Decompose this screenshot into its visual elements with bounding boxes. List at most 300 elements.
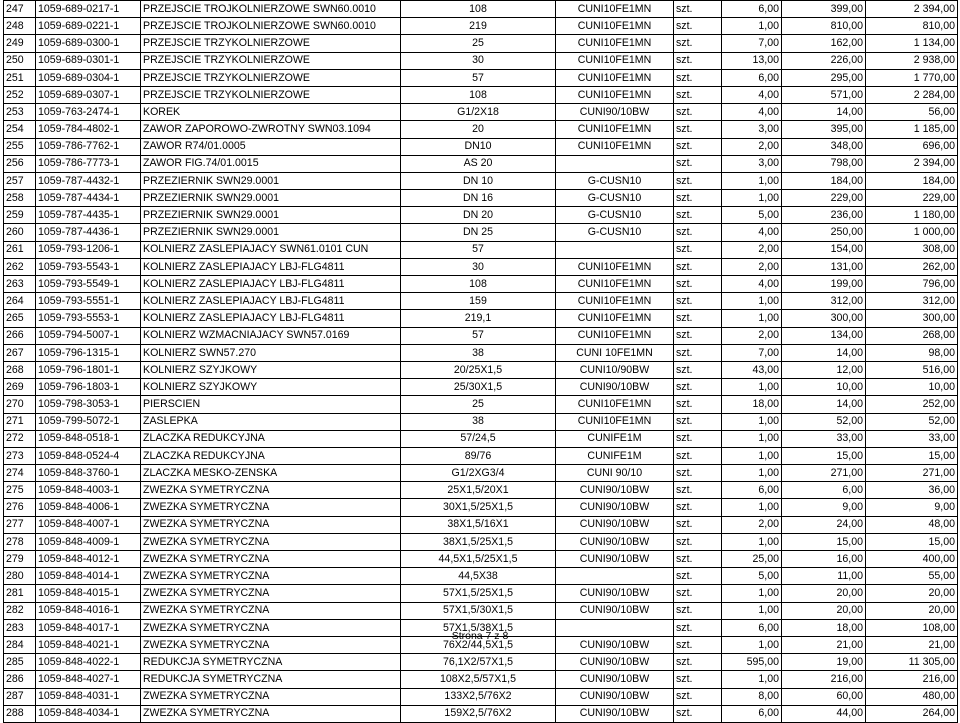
- item-unit: szt.: [674, 413, 722, 430]
- item-quantity: 25,00: [722, 551, 782, 568]
- item-total: 268,00: [866, 327, 958, 344]
- item-material: CUNI90/10BW: [556, 533, 674, 550]
- item-material: CUNI90/10BW: [556, 482, 674, 499]
- row-number: 255: [4, 138, 36, 155]
- item-dimension: 38: [401, 344, 556, 361]
- item-material: CUNI10FE1MN: [556, 413, 674, 430]
- table-row: [4, 52, 958, 69]
- item-unit: szt.: [674, 138, 722, 155]
- item-code: 1059-848-0524-4: [36, 447, 141, 464]
- item-description: KOLNIERZ SZYJKOWY: [141, 379, 401, 396]
- item-quantity: 2,00: [722, 516, 782, 533]
- item-quantity: 2,00: [722, 327, 782, 344]
- item-material: CUNI10FE1MN: [556, 258, 674, 275]
- item-dimension: 38X1,5/16X1: [401, 516, 556, 533]
- item-unit-price: 571,00: [782, 86, 866, 103]
- item-code: 1059-848-4021-1: [36, 636, 141, 653]
- item-code: 1059-787-4434-1: [36, 190, 141, 207]
- item-material: CUNI90/10BW: [556, 636, 674, 653]
- item-unit: szt.: [674, 602, 722, 619]
- item-unit: szt.: [674, 310, 722, 327]
- table-body: [4, 1, 958, 723]
- item-description: KOLNIERZ ZASLEPIAJACY SWN61.0101 CUN: [141, 241, 401, 258]
- table-row: [4, 413, 958, 430]
- item-dimension: 57: [401, 241, 556, 258]
- table-row: [4, 224, 958, 241]
- item-unit: szt.: [674, 190, 722, 207]
- item-unit: szt.: [674, 258, 722, 275]
- table-row: [4, 361, 958, 378]
- item-unit-price: 134,00: [782, 327, 866, 344]
- item-description: ZWEZKA SYMETRYCZNA: [141, 619, 401, 636]
- table-row: [4, 379, 958, 396]
- row-number: 262: [4, 258, 36, 275]
- item-material: CUNIFE1M: [556, 430, 674, 447]
- item-unit-price: 229,00: [782, 190, 866, 207]
- item-quantity: 13,00: [722, 52, 782, 69]
- row-number: 280: [4, 568, 36, 585]
- item-description: ZWEZKA SYMETRYCZNA: [141, 551, 401, 568]
- table-row: [4, 465, 958, 482]
- item-total: 9,00: [866, 499, 958, 516]
- item-quantity: 5,00: [722, 568, 782, 585]
- item-material: CUNI90/10BW: [556, 671, 674, 688]
- item-material: CUNI10/90BW: [556, 361, 674, 378]
- item-dimension: 25: [401, 35, 556, 52]
- item-unit: szt.: [674, 224, 722, 241]
- item-code: 1059-787-4435-1: [36, 207, 141, 224]
- item-description: ZAWOR FIG.74/01.0015: [141, 155, 401, 172]
- row-number: 261: [4, 241, 36, 258]
- table-row: [4, 69, 958, 86]
- item-quantity: 1,00: [722, 190, 782, 207]
- item-unit-price: 810,00: [782, 18, 866, 35]
- item-material: CUNI90/10BW: [556, 104, 674, 121]
- item-description: ZLACZKA MESKO-ZENSKA: [141, 465, 401, 482]
- item-code: 1059-796-1801-1: [36, 361, 141, 378]
- item-unit: szt.: [674, 293, 722, 310]
- item-total: 400,00: [866, 551, 958, 568]
- table-row: [4, 344, 958, 361]
- row-number: 258: [4, 190, 36, 207]
- item-total: 516,00: [866, 361, 958, 378]
- item-total: 2 394,00: [866, 1, 958, 18]
- item-quantity: 5,00: [722, 207, 782, 224]
- row-number: 273: [4, 447, 36, 464]
- row-number: 279: [4, 551, 36, 568]
- item-quantity: 1,00: [722, 413, 782, 430]
- item-quantity: 2,00: [722, 138, 782, 155]
- item-total: 48,00: [866, 516, 958, 533]
- item-unit: szt.: [674, 155, 722, 172]
- row-number: 259: [4, 207, 36, 224]
- row-number: 281: [4, 585, 36, 602]
- item-unit: szt.: [674, 1, 722, 18]
- item-unit: szt.: [674, 516, 722, 533]
- table-row: [4, 516, 958, 533]
- item-dimension: 25: [401, 396, 556, 413]
- item-unit-price: 199,00: [782, 276, 866, 293]
- row-number: 287: [4, 688, 36, 705]
- item-dimension: 25/30X1,5: [401, 379, 556, 396]
- item-code: 1059-689-0217-1: [36, 1, 141, 18]
- item-unit: szt.: [674, 379, 722, 396]
- item-description: PRZEJSCIE TROJKOLNIERZOWE SWN60.0010: [141, 18, 401, 35]
- item-description: KOLNIERZ ZASLEPIAJACY LBJ-FLG4811: [141, 293, 401, 310]
- row-number: 278: [4, 533, 36, 550]
- row-number: 284: [4, 636, 36, 653]
- item-code: 1059-848-4014-1: [36, 568, 141, 585]
- item-description: ZWEZKA SYMETRYCZNA: [141, 602, 401, 619]
- item-quantity: 1,00: [722, 18, 782, 35]
- item-dimension: AS 20: [401, 155, 556, 172]
- item-description: ZWEZKA SYMETRYCZNA: [141, 482, 401, 499]
- item-description: ZWEZKA SYMETRYCZNA: [141, 568, 401, 585]
- item-material: CUNI90/10BW: [556, 379, 674, 396]
- item-total: 20,00: [866, 602, 958, 619]
- table-row: [4, 121, 958, 138]
- item-unit: szt.: [674, 18, 722, 35]
- item-material: CUNI90/10BW: [556, 499, 674, 516]
- item-total: 1 185,00: [866, 121, 958, 138]
- item-dimension: 76,1X2/57X1,5: [401, 654, 556, 671]
- item-dimension: 219: [401, 18, 556, 35]
- item-dimension: 30X1,5/25X1,5: [401, 499, 556, 516]
- item-quantity: 6,00: [722, 619, 782, 636]
- item-unit-price: 20,00: [782, 585, 866, 602]
- item-description: PIERSCIEN: [141, 396, 401, 413]
- item-code: 1059-689-0221-1: [36, 18, 141, 35]
- item-total: 55,00: [866, 568, 958, 585]
- item-quantity: 1,00: [722, 447, 782, 464]
- item-material: CUNI10FE1MN: [556, 86, 674, 103]
- item-description: PRZEJSCIE TRZYKOLNIERZOWE: [141, 69, 401, 86]
- item-dimension: G1/2XG3/4: [401, 465, 556, 482]
- row-number: 247: [4, 1, 36, 18]
- item-material: [556, 241, 674, 258]
- table-row: [4, 688, 958, 705]
- item-total: 11 305,00: [866, 654, 958, 671]
- table-row: [4, 447, 958, 464]
- item-description: ZWEZKA SYMETRYCZNA: [141, 688, 401, 705]
- item-unit-price: 399,00: [782, 1, 866, 18]
- item-dimension: G1/2X18: [401, 104, 556, 121]
- item-description: ZWEZKA SYMETRYCZNA: [141, 533, 401, 550]
- item-total: 810,00: [866, 18, 958, 35]
- item-total: 480,00: [866, 688, 958, 705]
- item-material: CUNI 90/10: [556, 465, 674, 482]
- item-description: KOLNIERZ ZASLEPIAJACY LBJ-FLG4811: [141, 276, 401, 293]
- item-material: G-CUSN10: [556, 224, 674, 241]
- table-row: [4, 293, 958, 310]
- item-dimension: 89/76: [401, 447, 556, 464]
- item-code: 1059-848-4003-1: [36, 482, 141, 499]
- item-code: 1059-848-4006-1: [36, 499, 141, 516]
- table-row: [4, 207, 958, 224]
- table-row: [4, 568, 958, 585]
- item-unit-price: 9,00: [782, 499, 866, 516]
- item-quantity: 8,00: [722, 688, 782, 705]
- item-quantity: 4,00: [722, 224, 782, 241]
- item-dimension: 44,5X1,5/25X1,5: [401, 551, 556, 568]
- table-row: [4, 499, 958, 516]
- item-code: 1059-793-5543-1: [36, 258, 141, 275]
- row-number: 260: [4, 224, 36, 241]
- item-unit: szt.: [674, 499, 722, 516]
- item-description: ZWEZKA SYMETRYCZNA: [141, 705, 401, 722]
- row-number: 254: [4, 121, 36, 138]
- row-number: 253: [4, 104, 36, 121]
- item-quantity: 1,00: [722, 172, 782, 189]
- item-description: ZAWOR ZAPOROWO-ZWROTNY SWN03.1094: [141, 121, 401, 138]
- item-dimension: 159X2,5/76X2: [401, 705, 556, 722]
- item-dimension: 57X1,5/38X1,5: [401, 619, 556, 636]
- item-code: 1059-799-5072-1: [36, 413, 141, 430]
- item-code: 1059-848-4022-1: [36, 654, 141, 671]
- item-dimension: 108X2,5/57X1,5: [401, 671, 556, 688]
- item-unit-price: 15,00: [782, 447, 866, 464]
- item-quantity: 6,00: [722, 1, 782, 18]
- table-row: [4, 190, 958, 207]
- table-row: [4, 551, 958, 568]
- item-dimension: 108: [401, 1, 556, 18]
- item-material: G-CUSN10: [556, 190, 674, 207]
- item-code: 1059-793-1206-1: [36, 241, 141, 258]
- item-total: 108,00: [866, 619, 958, 636]
- table-row: [4, 654, 958, 671]
- item-unit-price: 19,00: [782, 654, 866, 671]
- item-code: 1059-848-4031-1: [36, 688, 141, 705]
- item-dimension: 30: [401, 258, 556, 275]
- item-description: ZLACZKA REDUKCYJNA: [141, 430, 401, 447]
- table-row: [4, 258, 958, 275]
- item-unit: szt.: [674, 344, 722, 361]
- item-quantity: 4,00: [722, 86, 782, 103]
- row-number: 264: [4, 293, 36, 310]
- item-description: PRZEJSCIE TRZYKOLNIERZOWE: [141, 52, 401, 69]
- row-number: 249: [4, 35, 36, 52]
- item-dimension: 20/25X1,5: [401, 361, 556, 378]
- item-unit-price: 6,00: [782, 482, 866, 499]
- item-dimension: 38: [401, 413, 556, 430]
- item-code: 1059-786-7773-1: [36, 155, 141, 172]
- item-quantity: 4,00: [722, 276, 782, 293]
- item-dimension: DN 10: [401, 172, 556, 189]
- item-code: 1059-848-4009-1: [36, 533, 141, 550]
- item-unit-price: 250,00: [782, 224, 866, 241]
- item-description: KOLNIERZ ZASLEPIAJACY LBJ-FLG4811: [141, 310, 401, 327]
- item-description: ZWEZKA SYMETRYCZNA: [141, 516, 401, 533]
- item-unit: szt.: [674, 52, 722, 69]
- item-unit-price: 295,00: [782, 69, 866, 86]
- item-total: 2 938,00: [866, 52, 958, 69]
- item-unit: szt.: [674, 482, 722, 499]
- item-unit: szt.: [674, 568, 722, 585]
- item-quantity: 7,00: [722, 344, 782, 361]
- item-material: CUNI90/10BW: [556, 585, 674, 602]
- item-unit: szt.: [674, 430, 722, 447]
- item-unit-price: 798,00: [782, 155, 866, 172]
- item-total: 1 770,00: [866, 69, 958, 86]
- item-unit-price: 348,00: [782, 138, 866, 155]
- item-unit: szt.: [674, 688, 722, 705]
- item-description: KOREK: [141, 104, 401, 121]
- item-material: CUNI10FE1MN: [556, 276, 674, 293]
- table-row: [4, 241, 958, 258]
- row-number: 283: [4, 619, 36, 636]
- item-unit-price: 162,00: [782, 35, 866, 52]
- item-quantity: 6,00: [722, 705, 782, 722]
- parts-table: [3, 0, 958, 723]
- row-number: 267: [4, 344, 36, 361]
- item-total: 271,00: [866, 465, 958, 482]
- item-unit: szt.: [674, 207, 722, 224]
- item-quantity: 1,00: [722, 585, 782, 602]
- item-unit-price: 52,00: [782, 413, 866, 430]
- table-row: [4, 482, 958, 499]
- item-description: PRZEJSCIE TRZYKOLNIERZOWE: [141, 86, 401, 103]
- item-unit: szt.: [674, 551, 722, 568]
- item-code: 1059-784-4802-1: [36, 121, 141, 138]
- row-number: 269: [4, 379, 36, 396]
- row-number: 277: [4, 516, 36, 533]
- item-quantity: 2,00: [722, 258, 782, 275]
- row-number: 265: [4, 310, 36, 327]
- row-number: 251: [4, 69, 36, 86]
- item-code: 1059-848-3760-1: [36, 465, 141, 482]
- item-total: 15,00: [866, 447, 958, 464]
- row-number: 274: [4, 465, 36, 482]
- item-description: ZAWOR R74/01.0005: [141, 138, 401, 155]
- item-description: ZLACZKA REDUKCYJNA: [141, 447, 401, 464]
- row-number: 276: [4, 499, 36, 516]
- item-code: 1059-689-0304-1: [36, 69, 141, 86]
- item-quantity: 4,00: [722, 104, 782, 121]
- row-number: 257: [4, 172, 36, 189]
- item-unit-price: 271,00: [782, 465, 866, 482]
- table-row: [4, 172, 958, 189]
- item-code: 1059-848-4012-1: [36, 551, 141, 568]
- item-quantity: 1,00: [722, 465, 782, 482]
- table-row: [4, 86, 958, 103]
- item-total: 308,00: [866, 241, 958, 258]
- item-unit: szt.: [674, 35, 722, 52]
- item-material: CUNI10FE1MN: [556, 121, 674, 138]
- row-number: 270: [4, 396, 36, 413]
- item-material: CUNI10FE1MN: [556, 327, 674, 344]
- item-total: 796,00: [866, 276, 958, 293]
- item-total: 252,00: [866, 396, 958, 413]
- item-unit-price: 184,00: [782, 172, 866, 189]
- row-number: 271: [4, 413, 36, 430]
- item-unit-price: 131,00: [782, 258, 866, 275]
- item-material: CUNI90/10BW: [556, 551, 674, 568]
- item-unit: szt.: [674, 86, 722, 103]
- item-quantity: 1,00: [722, 671, 782, 688]
- item-code: 1059-793-5553-1: [36, 310, 141, 327]
- item-total: 696,00: [866, 138, 958, 155]
- item-dimension: 57: [401, 327, 556, 344]
- item-material: [556, 155, 674, 172]
- item-material: CUNI 10FE1MN: [556, 344, 674, 361]
- table-row: [4, 104, 958, 121]
- item-description: KOLNIERZ WZMACNIAJACY SWN57.0169: [141, 327, 401, 344]
- item-quantity: 1,00: [722, 379, 782, 396]
- item-unit-price: 12,00: [782, 361, 866, 378]
- item-description: KOLNIERZ ZASLEPIAJACY LBJ-FLG4811: [141, 258, 401, 275]
- item-code: 1059-787-4432-1: [36, 172, 141, 189]
- table-row: [4, 396, 958, 413]
- item-material: CUNI10FE1MN: [556, 138, 674, 155]
- item-description: PRZEZIERNIK SWN29.0001: [141, 172, 401, 189]
- item-material: CUNI10FE1MN: [556, 310, 674, 327]
- item-description: REDUKCJA SYMETRYCZNA: [141, 654, 401, 671]
- item-total: 36,00: [866, 482, 958, 499]
- item-material: CUNI10FE1MN: [556, 35, 674, 52]
- item-quantity: 3,00: [722, 121, 782, 138]
- item-total: 56,00: [866, 104, 958, 121]
- item-material: G-CUSN10: [556, 172, 674, 189]
- item-code: 1059-848-4017-1: [36, 619, 141, 636]
- item-unit-price: 20,00: [782, 602, 866, 619]
- item-description: KOLNIERZ SWN57.270: [141, 344, 401, 361]
- item-dimension: 219,1: [401, 310, 556, 327]
- item-unit: szt.: [674, 585, 722, 602]
- row-number: 266: [4, 327, 36, 344]
- item-unit: szt.: [674, 671, 722, 688]
- item-dimension: 38X1,5/25X1,5: [401, 533, 556, 550]
- item-material: CUNI10FE1MN: [556, 1, 674, 18]
- item-total: 312,00: [866, 293, 958, 310]
- item-total: 2 394,00: [866, 155, 958, 172]
- item-dimension: 44,5X38: [401, 568, 556, 585]
- item-material: CUNI10FE1MN: [556, 69, 674, 86]
- table-row: [4, 671, 958, 688]
- item-code: 1059-689-0307-1: [36, 86, 141, 103]
- item-quantity: 1,00: [722, 602, 782, 619]
- item-description: PRZEJSCIE TROJKOLNIERZOWE SWN60.0010: [141, 1, 401, 18]
- item-description: KOLNIERZ SZYJKOWY: [141, 361, 401, 378]
- item-unit: szt.: [674, 172, 722, 189]
- page-number: Strona 7 z 8: [451, 630, 509, 642]
- item-unit-price: 312,00: [782, 293, 866, 310]
- item-unit: szt.: [674, 705, 722, 722]
- item-dimension: 20: [401, 121, 556, 138]
- item-code: 1059-689-0301-1: [36, 52, 141, 69]
- table-row: [4, 585, 958, 602]
- item-dimension: 108: [401, 276, 556, 293]
- row-number: 272: [4, 430, 36, 447]
- item-unit-price: 14,00: [782, 344, 866, 361]
- item-total: 33,00: [866, 430, 958, 447]
- item-dimension: 57: [401, 69, 556, 86]
- row-number: 252: [4, 86, 36, 103]
- item-material: CUNI90/10BW: [556, 516, 674, 533]
- item-unit-price: 18,00: [782, 619, 866, 636]
- item-code: 1059-848-4007-1: [36, 516, 141, 533]
- item-description: ZWEZKA SYMETRYCZNA: [141, 585, 401, 602]
- item-unit-price: 16,00: [782, 551, 866, 568]
- item-unit-price: 226,00: [782, 52, 866, 69]
- item-total: 10,00: [866, 379, 958, 396]
- item-quantity: 43,00: [722, 361, 782, 378]
- item-total: 2 284,00: [866, 86, 958, 103]
- item-unit-price: 14,00: [782, 104, 866, 121]
- item-material: [556, 568, 674, 585]
- item-description: PRZEZIERNIK SWN29.0001: [141, 190, 401, 207]
- item-total: 1 180,00: [866, 207, 958, 224]
- item-unit-price: 300,00: [782, 310, 866, 327]
